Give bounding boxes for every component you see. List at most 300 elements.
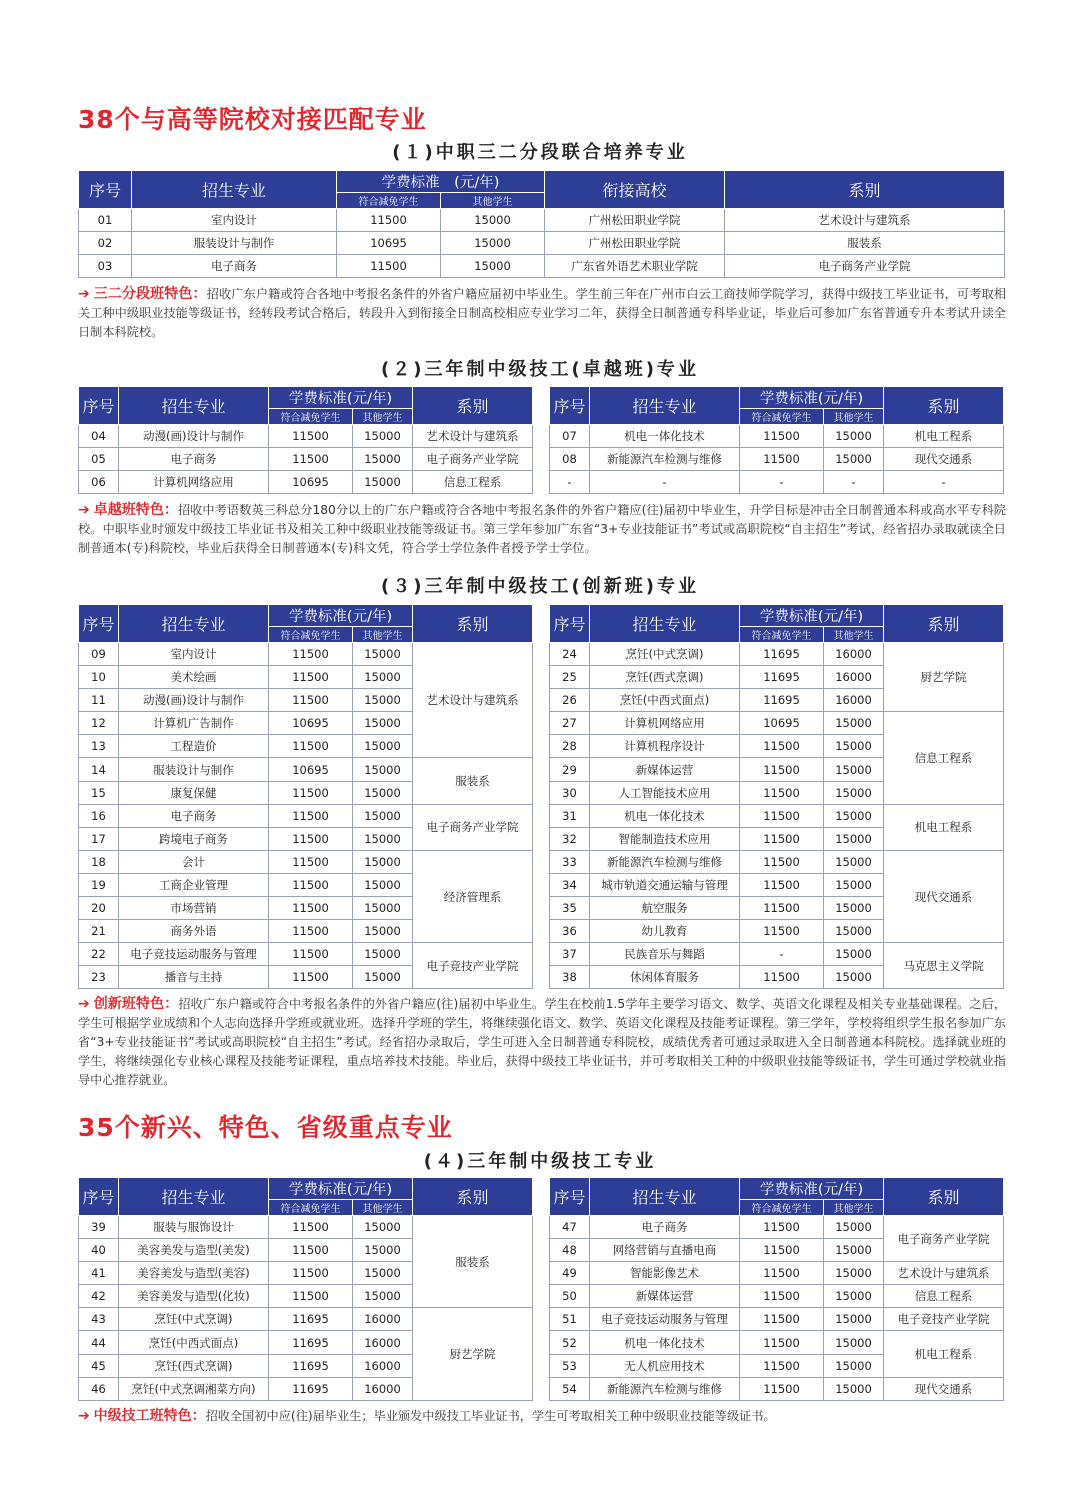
major-name: 烹饪(中式烹调) — [590, 643, 740, 666]
section-heading-matched: 38个与高等院校对接匹配专业 — [78, 105, 427, 134]
fee-other: 15000 — [824, 1216, 884, 1239]
department-name: 信息工程系 — [884, 1285, 1004, 1308]
major-name: 航空服务 — [590, 897, 740, 920]
fee-local: 11500 — [269, 425, 353, 448]
fee-local: 11500 — [740, 1377, 824, 1400]
row-number: 26 — [550, 689, 590, 712]
fee-local: 11500 — [740, 966, 824, 989]
row-number: 01 — [79, 209, 132, 232]
col-local: 符合减免学生 — [269, 1200, 353, 1216]
col-fee: 学费标准(元/年) — [269, 1178, 413, 1200]
fee-local: 11695 — [269, 1308, 353, 1331]
department-name: 服装系 — [413, 758, 533, 804]
s3-note-text: 招收广东户籍或符合中考报名条件的外省户籍应(往)届初中毕业生。学生在校前1.5学年主要学习语文、数学、英语文化课程及相关专业基础课程。之后，学生可根据学业成绩和个人志向选择升学班或就业班。选择升学班的学生，将继续强化语文、数学、英语文化课程及技能考证课程。第三学年，学校将组织学生报名参加广东省“3+专业技能证书”考试或高职院校“自主招生”考试。经省招办录取后，学生可进入全日制普通专科院校，成绩优秀者可通过录取进入全日制普通本科院校。选择就业班的学生，将继续强化专业核心课程及技能考证课程，重点培养技术技能。毕业后，获得中级技工毕业证书，并可考取相关工种的中级职业技能等级证书，学生可通过学校就业指导中心推荐就业。 — [78, 997, 1006, 1087]
table-row — [79, 255, 1005, 278]
col-dept: 系别 — [725, 171, 1005, 209]
table-row — [550, 471, 1004, 494]
department-name: 电子竞技产业学院 — [884, 1308, 1004, 1331]
row-number: 28 — [550, 735, 590, 758]
col-local: 符合减免学生 — [740, 627, 824, 643]
row-number: 52 — [550, 1331, 590, 1354]
fee-other: 15000 — [353, 1216, 413, 1239]
table-row — [79, 943, 533, 966]
major-name: 烹饪(西式烹调) — [119, 1354, 269, 1377]
fee-other: 15000 — [824, 827, 884, 850]
col-other: 其他学生 — [441, 193, 545, 209]
department-name: 厨艺学院 — [413, 1308, 533, 1400]
fee-local: 10695 — [269, 471, 353, 494]
fee-other: 15000 — [824, 1262, 884, 1285]
fee-local: 11500 — [269, 966, 353, 989]
fee-other: 15000 — [824, 1331, 884, 1354]
s3-table-left — [78, 604, 533, 989]
fee-local: 11500 — [269, 804, 353, 827]
col-seq: 序号 — [550, 387, 590, 425]
fee-local: 11500 — [269, 666, 353, 689]
row-number: 16 — [79, 804, 119, 827]
department-name: 电子商务产业学院 — [725, 255, 1005, 278]
col-fee: 学费标准 (元/年) — [337, 171, 545, 193]
fee-other: 15000 — [353, 689, 413, 712]
col-other: 其他学生 — [353, 1200, 413, 1216]
fee-other: 15000 — [353, 827, 413, 850]
major-name: 人工智能技术应用 — [590, 781, 740, 804]
major-name: 服装与服饰设计 — [119, 1216, 269, 1239]
col-fee: 学费标准(元/年) — [740, 387, 884, 409]
fee-local: 11695 — [740, 666, 824, 689]
major-name: 民族音乐与舞蹈 — [590, 943, 740, 966]
fee-local: 11500 — [269, 1285, 353, 1308]
table-row — [550, 1285, 1004, 1308]
department-name: 信息工程系 — [884, 712, 1004, 804]
major-name: 网络营销与直播电商 — [590, 1239, 740, 1262]
fee-other: 15000 — [824, 425, 884, 448]
col-dept: 系别 — [413, 387, 533, 425]
s4-note-text: 招收全国初中应(往)届毕业生；毕业颁发中级技工毕业证书，学生可考取相关工种中级职业技能等级证书。 — [205, 1409, 776, 1423]
col-major: 招生专业 — [119, 605, 269, 643]
row-number: 11 — [79, 689, 119, 712]
fee-other: 16000 — [353, 1308, 413, 1331]
col-major: 招生专业 — [590, 1178, 740, 1216]
col-major: 招生专业 — [590, 605, 740, 643]
major-name: 电子商务 — [132, 255, 337, 278]
s4-table-left — [78, 1177, 533, 1401]
major-name: 机电一体化技术 — [590, 804, 740, 827]
table-row — [79, 758, 533, 781]
fee-local: 11500 — [740, 1239, 824, 1262]
fee-local: 11500 — [269, 448, 353, 471]
major-name: 康复保健 — [119, 781, 269, 804]
table-row — [79, 804, 533, 827]
major-name: 智能制造技术应用 — [590, 827, 740, 850]
fee-local: 11500 — [269, 943, 353, 966]
row-number: 50 — [550, 1285, 590, 1308]
col-dept: 系别 — [884, 605, 1004, 643]
fee-other: 15000 — [353, 712, 413, 735]
fee-other: 15000 — [824, 1239, 884, 1262]
col-major: 招生专业 — [119, 1178, 269, 1216]
major-name: 机电一体化技术 — [590, 425, 740, 448]
row-number: 13 — [79, 735, 119, 758]
fee-local: 11500 — [269, 1239, 353, 1262]
s4-note: ➔ 中级技工班特色：招收全国初中应(往)届毕业生；毕业颁发中级技工毕业证书，学生可考取相关工种中级职业技能等级证书。 — [78, 1408, 776, 1424]
fee-local: 11500 — [269, 643, 353, 666]
s2-note: ➔ 卓越班特色：招收中考语数英三科总分180分以上的广东户籍或符合各地中考报名条件的外省户籍应(往)届初中毕业生，升学目标是冲击全日制普通本科或高水平专科院校。中职毕业时颁发中级技工毕业证书及相关工种中级职业技能等级证书。第三学年参加广东省“3+专业技能证书”考试或高职院校“自主招生”考试，经省招办录取就读全日制普通本(专)科院校，毕业后获得全日制普通本(专)科文凭，符合学士学位条件者授予学士学位。 — [78, 502, 1006, 555]
major-name: 幼儿教育 — [590, 920, 740, 943]
fee-local: - — [740, 943, 824, 966]
fee-local: 10695 — [337, 232, 441, 255]
fee-other: 15000 — [353, 943, 413, 966]
col-fee: 学费标准(元/年) — [740, 1178, 884, 1200]
fee-other: - — [824, 471, 884, 494]
row-number: 02 — [79, 232, 132, 255]
row-number: - — [550, 471, 590, 494]
row-number: 09 — [79, 643, 119, 666]
fee-other: 15000 — [353, 666, 413, 689]
row-number: 04 — [79, 425, 119, 448]
s1-table — [78, 170, 1005, 278]
major-name: 商务外语 — [119, 920, 269, 943]
fee-other: 15000 — [353, 850, 413, 873]
major-name: 美术绘画 — [119, 666, 269, 689]
fee-local: 11500 — [740, 1354, 824, 1377]
fee-other: 15000 — [824, 735, 884, 758]
college-name: 广东省外语艺术职业学院 — [545, 255, 725, 278]
row-number: 30 — [550, 781, 590, 804]
row-number: 29 — [550, 758, 590, 781]
fee-other: 15000 — [441, 209, 545, 232]
fee-local: 11500 — [269, 689, 353, 712]
major-name: 计算机广告制作 — [119, 712, 269, 735]
department-name: 艺术设计与建筑系 — [725, 209, 1005, 232]
fee-other: 15000 — [353, 471, 413, 494]
major-name: 室内设计 — [132, 209, 337, 232]
fee-local: 11500 — [740, 448, 824, 471]
row-number: 44 — [79, 1331, 119, 1354]
department-name: 服装系 — [725, 232, 1005, 255]
major-name: 跨境电子商务 — [119, 827, 269, 850]
department-name: 机电工程系 — [884, 804, 1004, 850]
department-name: 艺术设计与建筑系 — [413, 643, 533, 758]
table-row — [79, 448, 533, 471]
table-row — [550, 943, 1004, 966]
department-name: 马克思主义学院 — [884, 943, 1004, 989]
fee-local: 11500 — [740, 781, 824, 804]
department-name: 服装系 — [413, 1216, 533, 1308]
major-name: 城市轨道交通运输与管理 — [590, 873, 740, 896]
col-seq: 序号 — [79, 171, 132, 209]
col-seq: 序号 — [79, 605, 119, 643]
major-name: 播音与主持 — [119, 966, 269, 989]
fee-local: 11500 — [740, 1216, 824, 1239]
department-name: 电子商务产业学院 — [413, 448, 533, 471]
fee-other: 15000 — [824, 1377, 884, 1400]
col-local: 符合减免学生 — [337, 193, 441, 209]
col-fee: 学费标准(元/年) — [269, 605, 413, 627]
row-number: 10 — [79, 666, 119, 689]
major-name: 会计 — [119, 850, 269, 873]
college-name: 广州松田职业学院 — [545, 232, 725, 255]
fee-other: 16000 — [824, 643, 884, 666]
row-number: 12 — [79, 712, 119, 735]
fee-other: 15000 — [824, 1285, 884, 1308]
row-number: 38 — [550, 966, 590, 989]
fee-local: 11500 — [740, 425, 824, 448]
major-name: 烹饪(中式烹调湘菜方向) — [119, 1377, 269, 1400]
fee-local: 11500 — [740, 1331, 824, 1354]
col-fee: 学费标准(元/年) — [269, 387, 413, 409]
table-row — [550, 1262, 1004, 1285]
major-name: 美容美发与造型(美发) — [119, 1239, 269, 1262]
department-name: 电子竞技产业学院 — [413, 943, 533, 989]
col-major: 招生专业 — [132, 171, 337, 209]
major-name: 电子商务 — [590, 1216, 740, 1239]
fee-other: 15000 — [824, 850, 884, 873]
fee-other: 15000 — [824, 781, 884, 804]
major-name: 美容美发与造型(化妆) — [119, 1285, 269, 1308]
major-name: 烹饪(中西式面点) — [590, 689, 740, 712]
fee-local: - — [740, 471, 824, 494]
row-number: 53 — [550, 1354, 590, 1377]
fee-other: 15000 — [824, 758, 884, 781]
s4-note-label: 中级技工班特色： — [93, 1408, 206, 1424]
col-fee: 学费标准(元/年) — [740, 605, 884, 627]
major-name: 电子商务 — [119, 448, 269, 471]
department-name: 现代交通系 — [884, 850, 1004, 942]
col-college: 衔接高校 — [545, 171, 725, 209]
major-name: 工商企业管理 — [119, 873, 269, 896]
major-name: 市场营销 — [119, 897, 269, 920]
table-row — [79, 1308, 533, 1331]
fee-other: 15000 — [824, 897, 884, 920]
row-number: 15 — [79, 781, 119, 804]
row-number: 39 — [79, 1216, 119, 1239]
department-name: 电子商务产业学院 — [884, 1216, 1004, 1262]
major-name: 服装设计与制作 — [132, 232, 337, 255]
fee-local: 11695 — [740, 689, 824, 712]
table-row — [79, 232, 1005, 255]
fee-other: 15000 — [824, 873, 884, 896]
major-name: - — [590, 471, 740, 494]
row-number: 45 — [79, 1354, 119, 1377]
fee-other: 16000 — [353, 1331, 413, 1354]
col-dept: 系别 — [413, 605, 533, 643]
fee-local: 11695 — [269, 1331, 353, 1354]
fee-local: 11695 — [269, 1377, 353, 1400]
fee-local: 11500 — [269, 781, 353, 804]
s2-note-text: 招收中考语数英三科总分180分以上的广东户籍或符合各地中考报名条件的外省户籍应(往)届初中毕业生，升学目标是冲击全日制普通本科或高水平专科院校。中职毕业时颁发中级技工毕业证书及相关工种中级职业技能等级证书。第三学年参加广东省“3+专业技能证书”考试或高职院校“自主招生”考试，经省招办录取就读全日制普通本(专)科院校，毕业后获得全日制普通本(专)科文凭，符合学士学位条件者授予学士学位。 — [78, 503, 1006, 555]
department-name: 现代交通系 — [884, 1377, 1004, 1400]
col-other: 其他学生 — [353, 627, 413, 643]
row-number: 36 — [550, 920, 590, 943]
fee-other: 15000 — [353, 448, 413, 471]
row-number: 18 — [79, 850, 119, 873]
major-name: 新能源汽车检测与维修 — [590, 1377, 740, 1400]
col-local: 符合减免学生 — [269, 627, 353, 643]
fee-other: 15000 — [353, 1262, 413, 1285]
row-number: 14 — [79, 758, 119, 781]
table-row — [550, 712, 1004, 735]
fee-local: 10695 — [269, 712, 353, 735]
row-number: 24 — [550, 643, 590, 666]
fee-other: 16000 — [353, 1354, 413, 1377]
major-name: 烹饪(中西式面点) — [119, 1331, 269, 1354]
table-row — [550, 1308, 1004, 1331]
s3-title: (３)三年制中级技工(创新班)专业 — [381, 576, 699, 597]
fee-other: 16000 — [824, 666, 884, 689]
fee-other: 15000 — [353, 643, 413, 666]
major-name: 新能源汽车检测与维修 — [590, 850, 740, 873]
fee-local: 11500 — [740, 873, 824, 896]
fee-other: 15000 — [353, 966, 413, 989]
major-name: 无人机应用技术 — [590, 1354, 740, 1377]
major-name: 工程造价 — [119, 735, 269, 758]
table-row — [79, 209, 1005, 232]
department-name: 艺术设计与建筑系 — [884, 1262, 1004, 1285]
college-name: 广州松田职业学院 — [545, 209, 725, 232]
major-name: 计算机网络应用 — [590, 712, 740, 735]
section-heading-featured: 35个新兴、特色、省级重点专业 — [78, 1113, 453, 1142]
col-other: 其他学生 — [824, 409, 884, 425]
department-name: 机电工程系 — [884, 425, 1004, 448]
row-number: 23 — [79, 966, 119, 989]
col-seq: 序号 — [79, 387, 119, 425]
fee-local: 11500 — [269, 897, 353, 920]
row-number: 34 — [550, 873, 590, 896]
row-number: 48 — [550, 1239, 590, 1262]
major-name: 机电一体化技术 — [590, 1331, 740, 1354]
major-name: 电子商务 — [119, 804, 269, 827]
row-number: 07 — [550, 425, 590, 448]
fee-local: 11500 — [740, 758, 824, 781]
row-number: 54 — [550, 1377, 590, 1400]
fee-local: 11500 — [269, 735, 353, 758]
table-row — [79, 643, 533, 666]
fee-local: 11500 — [337, 255, 441, 278]
table-row — [550, 425, 1004, 448]
row-number: 27 — [550, 712, 590, 735]
s1-note-label: 三二分段班特色： — [93, 286, 207, 302]
fee-local: 11500 — [269, 1262, 353, 1285]
fee-other: 15000 — [353, 1239, 413, 1262]
row-number: 05 — [79, 448, 119, 471]
col-major: 招生专业 — [590, 387, 740, 425]
row-number: 17 — [79, 827, 119, 850]
major-name: 室内设计 — [119, 643, 269, 666]
row-number: 37 — [550, 943, 590, 966]
department-name: 艺术设计与建筑系 — [413, 425, 533, 448]
col-other: 其他学生 — [353, 409, 413, 425]
row-number: 19 — [79, 873, 119, 896]
row-number: 41 — [79, 1262, 119, 1285]
row-number: 25 — [550, 666, 590, 689]
table-row — [550, 1331, 1004, 1354]
s2-table-left — [78, 386, 533, 494]
col-local: 符合减免学生 — [740, 1200, 824, 1216]
s3-table-right — [549, 604, 1004, 989]
row-number: 40 — [79, 1239, 119, 1262]
fee-local: 11500 — [269, 850, 353, 873]
fee-local: 11500 — [740, 1285, 824, 1308]
major-name: 智能影像艺术 — [590, 1262, 740, 1285]
department-name: 信息工程系 — [413, 471, 533, 494]
fee-other: 15000 — [353, 1285, 413, 1308]
row-number: 35 — [550, 897, 590, 920]
fee-local: 11500 — [740, 1262, 824, 1285]
major-name: 服装设计与制作 — [119, 758, 269, 781]
fee-other: 15000 — [824, 1354, 884, 1377]
table-row — [79, 850, 533, 873]
table-row — [79, 1216, 533, 1239]
fee-other: 15000 — [353, 425, 413, 448]
fee-local: 11500 — [740, 897, 824, 920]
department-name: 现代交通系 — [884, 448, 1004, 471]
major-name: 烹饪(西式烹调) — [590, 666, 740, 689]
fee-other: 15000 — [353, 897, 413, 920]
major-name: 美容美发与造型(美容) — [119, 1262, 269, 1285]
row-number: 51 — [550, 1308, 590, 1331]
fee-local: 11500 — [740, 920, 824, 943]
col-dept: 系别 — [884, 1178, 1004, 1216]
fee-other: 15000 — [353, 735, 413, 758]
row-number: 47 — [550, 1216, 590, 1239]
col-major: 招生专业 — [119, 387, 269, 425]
fee-other: 15000 — [824, 966, 884, 989]
fee-other: 15000 — [353, 781, 413, 804]
s2-note-label: 卓越班特色： — [93, 502, 178, 518]
table-row — [550, 1377, 1004, 1400]
col-local: 符合减免学生 — [269, 409, 353, 425]
col-local: 符合减免学生 — [740, 409, 824, 425]
fee-local: 11500 — [740, 804, 824, 827]
row-number: 31 — [550, 804, 590, 827]
fee-other: 15000 — [353, 758, 413, 781]
major-name: 动漫(画)设计与制作 — [119, 425, 269, 448]
row-number: 21 — [79, 920, 119, 943]
fee-other: 15000 — [441, 232, 545, 255]
fee-other: 15000 — [441, 255, 545, 278]
table-row — [550, 643, 1004, 666]
row-number: 33 — [550, 850, 590, 873]
s2-table-right — [549, 386, 1004, 494]
fee-local: 11695 — [740, 643, 824, 666]
department-name: 机电工程系 — [884, 1331, 1004, 1377]
s3-note: ➔ 创新班特色：招收广东户籍或符合中考报名条件的外省户籍应(往)届初中毕业生。学生在校前1.5学年主要学习语文、数学、英语文化课程及相关专业基础课程。之后，学生可根据学业成绩和个人志向选择升学班或就业班。选择升学班的学生，将继续强化语文、数学、英语文化课程及技能考证课程。第三学年，学校将组织学生报名参加广东省“3+专业技能证书”考试或高职院校“自主招生”考试。经省招办录取后，学生可进入全日制普通专科院校，成绩优秀者可通过录取进入全日制普通本科院校。选择就业班的学生，将继续强化专业核心课程及技能考证课程，重点培养技术技能。毕业后，获得中级技工毕业证书，并可考取相关工种的中级职业技能等级证书，学生可通过学校就业指导中心推荐就业。 — [78, 996, 1006, 1087]
department-name: 厨艺学院 — [884, 643, 1004, 712]
s3-note-label: 创新班特色： — [93, 996, 179, 1012]
row-number: 22 — [79, 943, 119, 966]
row-number: 06 — [79, 471, 119, 494]
major-name: 烹饪(中式烹调) — [119, 1308, 269, 1331]
department-name: 电子商务产业学院 — [413, 804, 533, 850]
fee-local: 11500 — [269, 1216, 353, 1239]
fee-other: 15000 — [353, 920, 413, 943]
table-row — [79, 471, 533, 494]
major-name: 休闲体育服务 — [590, 966, 740, 989]
col-dept: 系别 — [884, 387, 1004, 425]
major-name: 电子竞技运动服务与管理 — [119, 943, 269, 966]
row-number: 42 — [79, 1285, 119, 1308]
s1-title: (１)中职三二分段联合培养专业 — [392, 142, 688, 163]
fee-local: 11500 — [740, 735, 824, 758]
fee-local: 11500 — [337, 209, 441, 232]
col-seq: 序号 — [550, 605, 590, 643]
s4-title: (４)三年制中级技工专业 — [423, 1151, 657, 1172]
table-row — [79, 425, 533, 448]
major-name: 电子竞技运动服务与管理 — [590, 1308, 740, 1331]
fee-other: 16000 — [353, 1377, 413, 1400]
table-row — [550, 804, 1004, 827]
